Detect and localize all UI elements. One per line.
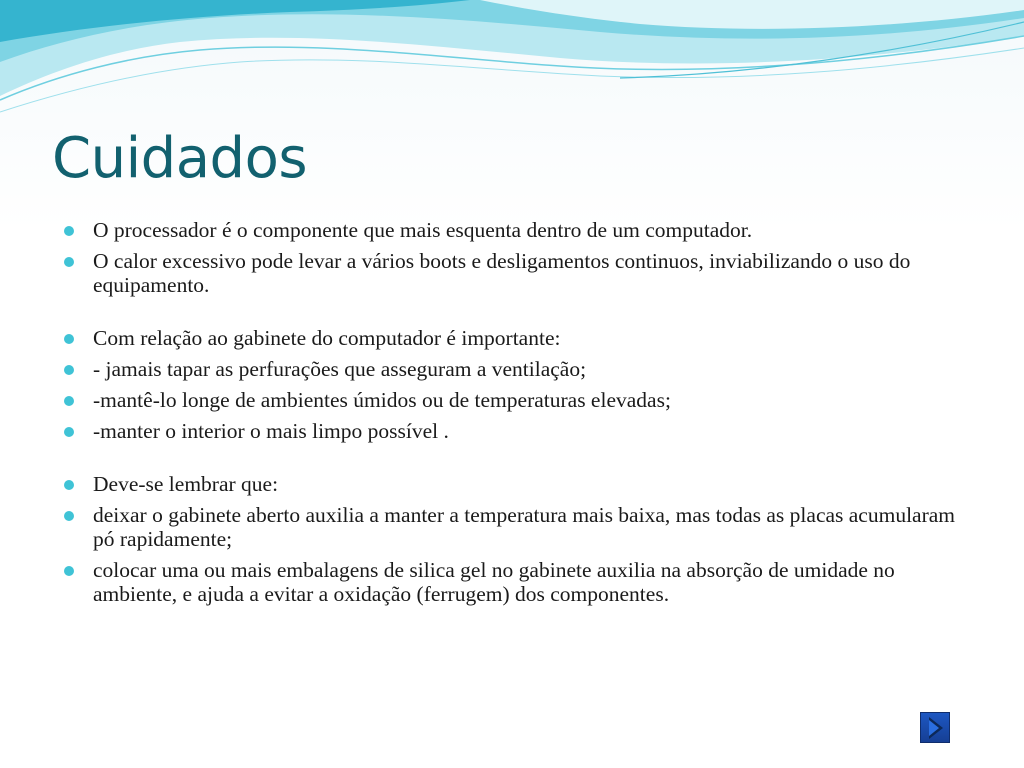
bullet-dot-icon: [64, 226, 74, 236]
list-item: [64, 326, 964, 350]
list-item: [64, 558, 964, 606]
slide-title: Cuidados: [52, 126, 307, 191]
bullet-dot-icon: [64, 396, 74, 406]
list-item: [64, 503, 964, 551]
bullet-dot-icon: [64, 427, 74, 437]
bullet-dot-icon: [64, 334, 74, 344]
bullet-list: [64, 218, 964, 613]
list-item: [64, 249, 964, 297]
bullet-dot-icon: [64, 365, 74, 375]
bullet-text: - jamais tapar as perfurações que asseguram a ventilação;: [93, 357, 587, 381]
bullet-text: -mantê-lo longe de ambientes úmidos ou de temperaturas elevadas;: [93, 388, 671, 412]
list-item: [64, 419, 964, 443]
bullet-text: deixar o gabinete aberto auxilia a manter a temperatura mais baixa, mas todas as placas acumularam pó rapidamente;: [93, 503, 956, 551]
list-item: [64, 218, 964, 242]
list-item: [64, 472, 964, 496]
bullet-dot-icon: [64, 511, 74, 521]
list-item: [64, 357, 964, 381]
bullet-text: Deve-se lembrar que:: [93, 472, 279, 496]
bullet-dot-icon: [64, 480, 74, 490]
bullet-dot-icon: [64, 257, 74, 267]
next-slide-button[interactable]: [920, 712, 950, 743]
bullet-dot-icon: [64, 566, 74, 576]
header-wave-decoration: [0, 0, 1024, 130]
bullet-text: -manter o interior o mais limpo possível .: [93, 419, 449, 443]
list-item: [64, 388, 964, 412]
bullet-text: O calor excessivo pode levar a vários boots e desligamentos continuos, inviabilizando o uso do equipamento.: [93, 249, 911, 297]
next-slide-icon-highlight: [929, 720, 939, 736]
bullet-text: O processador é o componente que mais esquenta dentro de um computador.: [93, 218, 753, 242]
bullet-text: Com relação ao gabinete do computador é importante:: [93, 326, 561, 350]
bullet-text: colocar uma ou mais embalagens de silica gel no gabinete auxilia na absorção de umidade no ambiente, e ajuda a evitar a oxidação (ferrugem) dos componentes.: [93, 558, 895, 606]
